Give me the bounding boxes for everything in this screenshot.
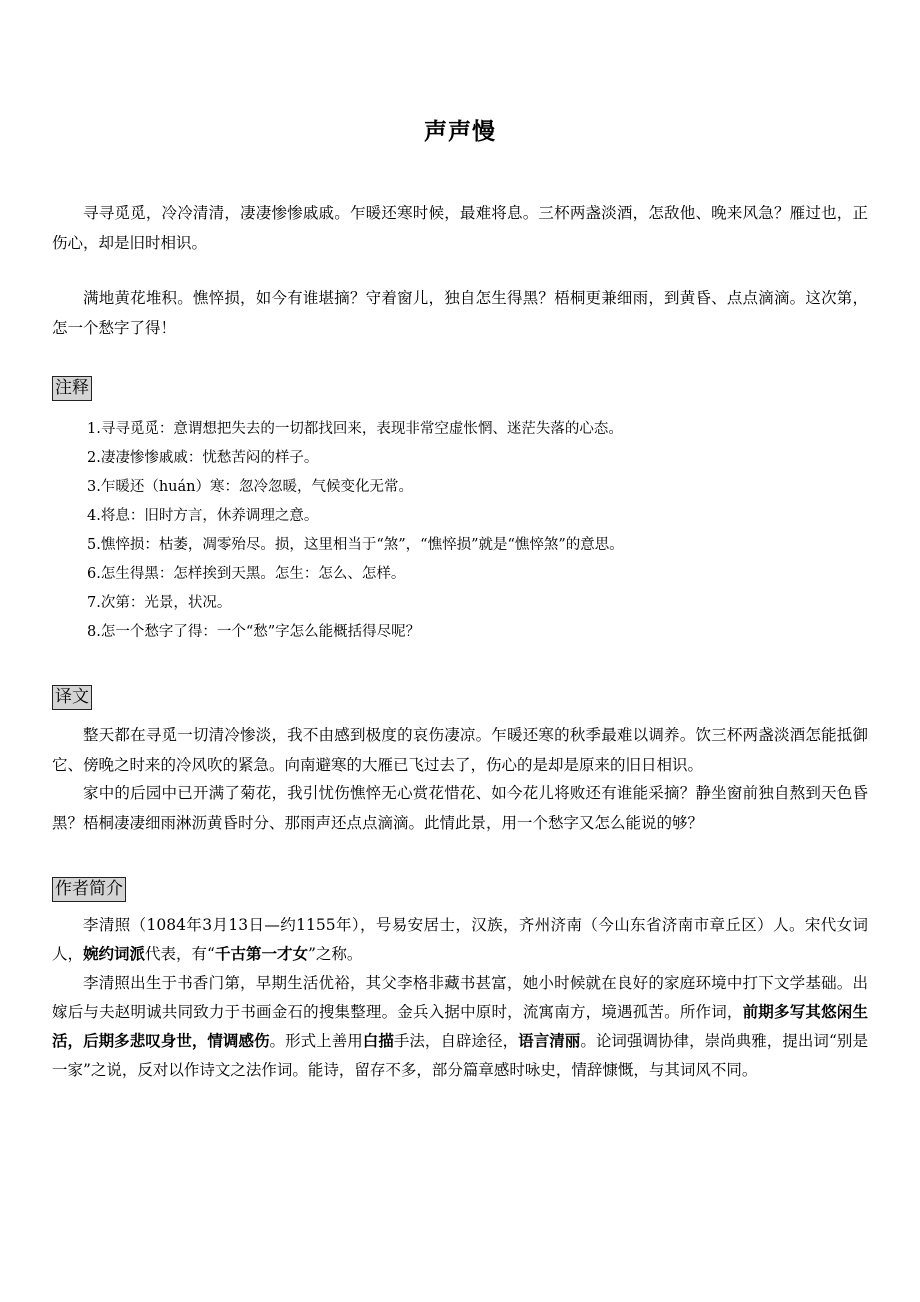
text-span: 。形式上善用	[269, 1032, 363, 1050]
poem-stanza-1: 寻寻觅觅，冷冷清清，凄凄惨惨戚戚。乍暖还寒时候，最难将息。三杯两盏淡酒，怎敌他、晚来风急？雁过也，正伤心，却是旧时相识。	[52, 204, 868, 252]
poem-title: 声声慢	[424, 119, 496, 145]
translation-paragraph-1: 整天都在寻觅一切清冷惨淡，我不由感到极度的哀伤凄凉。乍暖还寒的秋季最难以调养。饮三杯两盏淡酒怎能抵御它、傍晚之时来的冷风吹的紧急。向南避寒的大雁已飞过去了，伤心的是却是原来的旧日相识。	[52, 726, 868, 774]
author-paragraph-1	[52, 911, 868, 969]
text-span: 李清照（1084年3月13日—约1155年），号易安居士，汉族，齐州济南（今山东省济南市章丘区）人。宋代女词人，	[52, 916, 868, 963]
note-item: 1.寻寻觅觅：意谓想把失去的一切都找回来，表现非常空虚怅惘、迷茫失落的心态。	[87, 421, 623, 437]
bold-text: 白描	[362, 1032, 394, 1050]
note-item: 4.将息：旧时方言，休养调理之意。	[87, 508, 319, 524]
notes-heading: 注释	[52, 376, 92, 401]
translation-paragraph-2: 家中的后园中已开满了菊花，我引忧伤憔悴无心赏花惜花、如今花儿将败还有谁能采摘？静坐窗前独自熬到天色昏黑？梧桐凄凄细雨淋沥黄昏时分、那雨声还点点滴滴。此情此景，用一个愁字又怎么能说的够？	[52, 784, 868, 832]
note-item: 5.憔悴损：枯萎，凋零殆尽。损，这里相当于“煞”，“憔悴损”就是“憔悴煞”的意思。	[87, 537, 624, 553]
poem-stanza-2: 满地黄花堆积。憔悴损，如今有谁堪摘？守着窗儿，独自怎生得黑？梧桐更兼细雨，到黄昏、点点滴滴。这次第，怎一个愁字了得！	[52, 289, 868, 337]
note-item: 2.凄凄惨惨戚戚：忧愁苦闷的样子。	[87, 450, 319, 466]
bold-text: 婉约词派	[83, 945, 146, 963]
note-item: 6.怎生得黑：怎样挨到天黑。怎生：怎么、怎样。	[87, 566, 406, 582]
note-item: 8.怎一个愁字了得：一个“愁”字怎么能概括得尽呢？	[87, 624, 421, 640]
text-span: 代表，有“	[145, 945, 215, 963]
bold-text: 前期多写其悠闲生活，后期多悲叹身世，情调感伤	[52, 1003, 868, 1050]
note-item: 3.乍暖还（huán）寒：忽冷忽暖，气候变化无常。	[87, 479, 413, 495]
author-heading: 作者简介	[52, 877, 126, 902]
text-span: 李清照出生于书香门第，早期生活优裕，其父李格非藏书甚富，她小时候就在良好的家庭环境中打下文学基础。出嫁后与夫赵明诚共同致力于书画金石的搜集整理。金兵入据中原时，流寓南方，境遇孤苦。所作词，	[52, 974, 868, 1021]
text-span: 手法，自辟途径，	[393, 1032, 519, 1050]
translation-heading: 译文	[52, 685, 92, 710]
text-span: ”之称。	[307, 945, 363, 963]
bold-text: 语言清丽	[518, 1032, 581, 1050]
text-span: 。论词强调协律，崇尚典雅，提出词“别是一家”之说，反对以作诗文之法作词。能诗，留存不多，部分篇章感时咏史，情辞慷慨，与其词风不同。	[52, 1032, 868, 1079]
note-item: 7.次第：光景，状况。	[87, 595, 232, 611]
bold-text: 千古第一才女	[214, 945, 308, 963]
author-paragraph-2	[52, 969, 868, 1085]
notes-list	[87, 415, 624, 647]
